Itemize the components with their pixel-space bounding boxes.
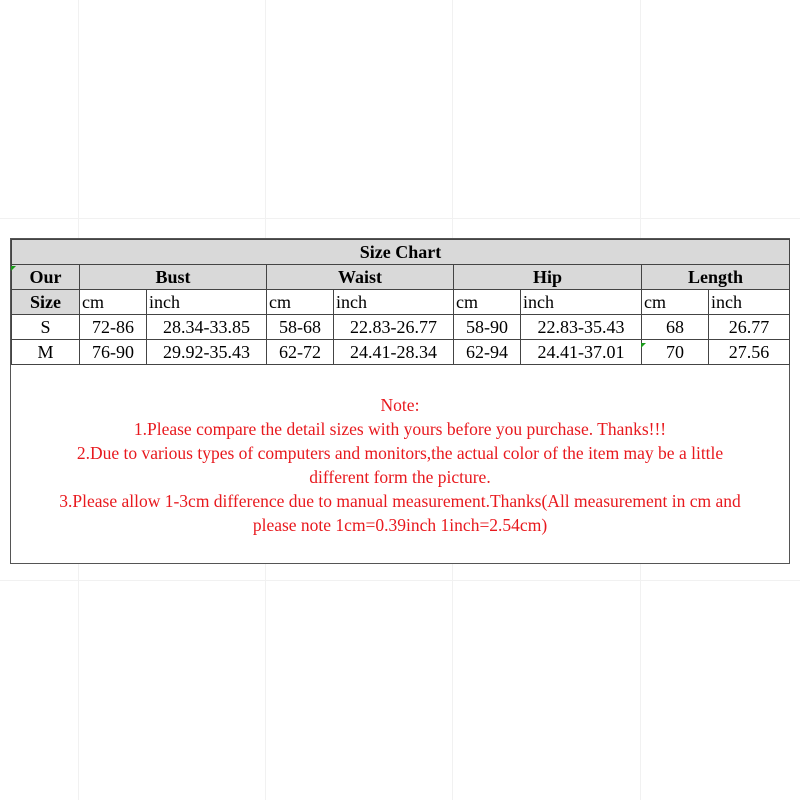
note-title: Note:	[380, 395, 420, 415]
table-cell: 28.34-33.85	[147, 315, 267, 340]
note-line: please note 1cm=0.39inch 1inch=2.54cm)	[252, 515, 548, 535]
unit-cell: inch	[709, 290, 790, 315]
table-cell: 29.92-35.43	[147, 340, 267, 365]
note-line: 2.Due to various types of computers and monitors,the actual color of the item may be a little	[76, 443, 724, 463]
table-cell: 58-68	[267, 315, 334, 340]
table-cell: 27.56	[709, 340, 790, 365]
bust-header: Bust	[80, 265, 267, 290]
unit-cell: inch	[521, 290, 642, 315]
title-row	[12, 240, 790, 265]
table-cell: 62-72	[267, 340, 334, 365]
grid-line	[0, 580, 800, 581]
table-cell: 22.83-35.43	[521, 315, 642, 340]
our-size-header-bottom: Size	[12, 290, 80, 315]
cell-comment-marker	[641, 343, 646, 348]
size-label: M	[12, 340, 80, 365]
table-row	[12, 340, 790, 365]
table-cell: 70	[642, 340, 709, 365]
note-line: different form the picture.	[309, 467, 491, 487]
size-label: S	[12, 315, 80, 340]
table-cell: 24.41-28.34	[334, 340, 454, 365]
our-size-header-top: Our	[12, 265, 80, 290]
table-cell: 62-94	[454, 340, 521, 365]
note-line: 1.Please compare the detail sizes with yours before you purchase. Thanks!!!	[133, 419, 667, 439]
size-chart-table	[11, 239, 790, 365]
table-cell: 22.83-26.77	[334, 315, 454, 340]
unit-cell: cm	[267, 290, 334, 315]
waist-header: Waist	[267, 265, 454, 290]
unit-cell: inch	[334, 290, 454, 315]
unit-cell: cm	[80, 290, 147, 315]
table-cell: 76-90	[80, 340, 147, 365]
grid-line	[0, 218, 800, 219]
table-cell: 26.77	[709, 315, 790, 340]
table-row	[12, 315, 790, 340]
size-chart-sheet	[10, 238, 790, 564]
table-cell: 24.41-37.01	[521, 340, 642, 365]
unit-cell: cm	[642, 290, 709, 315]
unit-cell: cm	[454, 290, 521, 315]
table-title: Size Chart	[12, 240, 790, 265]
hip-header: Hip	[454, 265, 642, 290]
table-cell: 68	[642, 315, 709, 340]
note-line: 3.Please allow 1-3cm difference due to manual measurement.Thanks(All measurement in cm and	[59, 491, 741, 511]
length-header: Length	[642, 265, 790, 290]
unit-cell: inch	[147, 290, 267, 315]
note-block	[11, 370, 789, 563]
table-cell: 58-90	[454, 315, 521, 340]
group-header-row	[12, 265, 790, 290]
cell-comment-marker	[11, 266, 16, 271]
table-cell: 72-86	[80, 315, 147, 340]
unit-header-row	[12, 290, 790, 315]
